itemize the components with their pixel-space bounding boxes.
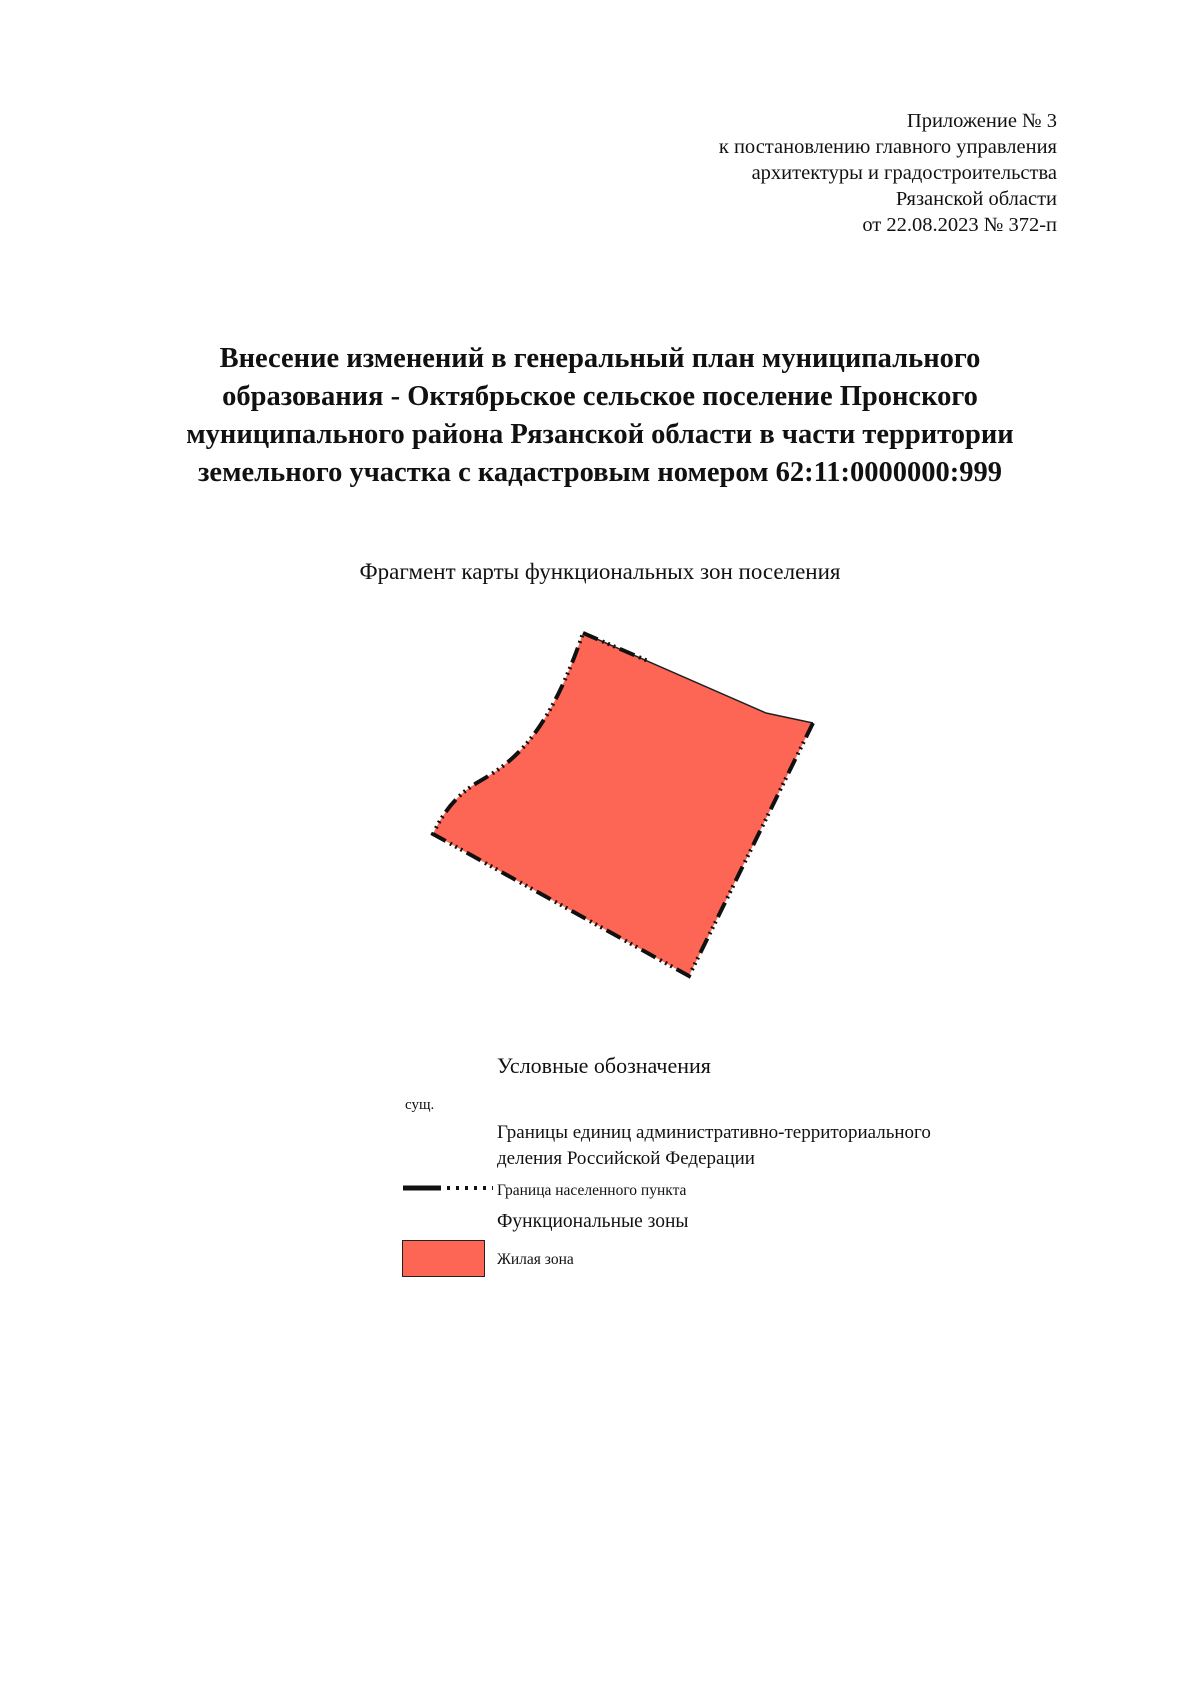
document-title (100, 340, 1100, 492)
appendix-resolution: к постановлению главного управления (718, 136, 1057, 158)
appendix-department: архитектуры и градостроительства (751, 162, 1057, 184)
appendix-region: Рязанской области (895, 188, 1057, 210)
legend-admin-line: Границы единиц административно-территориального (497, 1122, 931, 1143)
appendix-date-number: от 22.08.2023 № 372-п (862, 214, 1057, 236)
legend-zones-title: Функциональные зоны (497, 1211, 689, 1232)
document-title-line: муниципального района Рязанской области в части территории (186, 419, 1014, 450)
appendix-header (537, 108, 1057, 238)
legend-admin-line: деления Российской Федерации (497, 1148, 755, 1169)
document-title-line: Внесение изменений в генеральный план муниципального (219, 343, 981, 374)
residential-zone-polygon (433, 633, 813, 976)
legend-abbreviation: сущ. (405, 1097, 435, 1113)
appendix-number: Приложение № 3 (906, 110, 1057, 132)
legend-residential-zone: Жилая зона (497, 1251, 574, 1268)
settlement-boundary-swatch (403, 1183, 493, 1193)
zone-map (420, 625, 840, 1005)
map-caption: Фрагмент карты функциональных зон поселения (359, 559, 841, 584)
document-title-line: образования - Октябрьское сельское поселение Пронского (222, 381, 978, 412)
legend-settlement-boundary: Граница населенного пункта (497, 1182, 687, 1199)
document-title-line: земельного участка с кадастровым номером 62:11:0000000:999 (197, 457, 1003, 488)
residential-zone-swatch (402, 1240, 485, 1277)
legend-title: Условные обозначения (497, 1053, 711, 1078)
legend-admin-boundaries (497, 1120, 1057, 1172)
